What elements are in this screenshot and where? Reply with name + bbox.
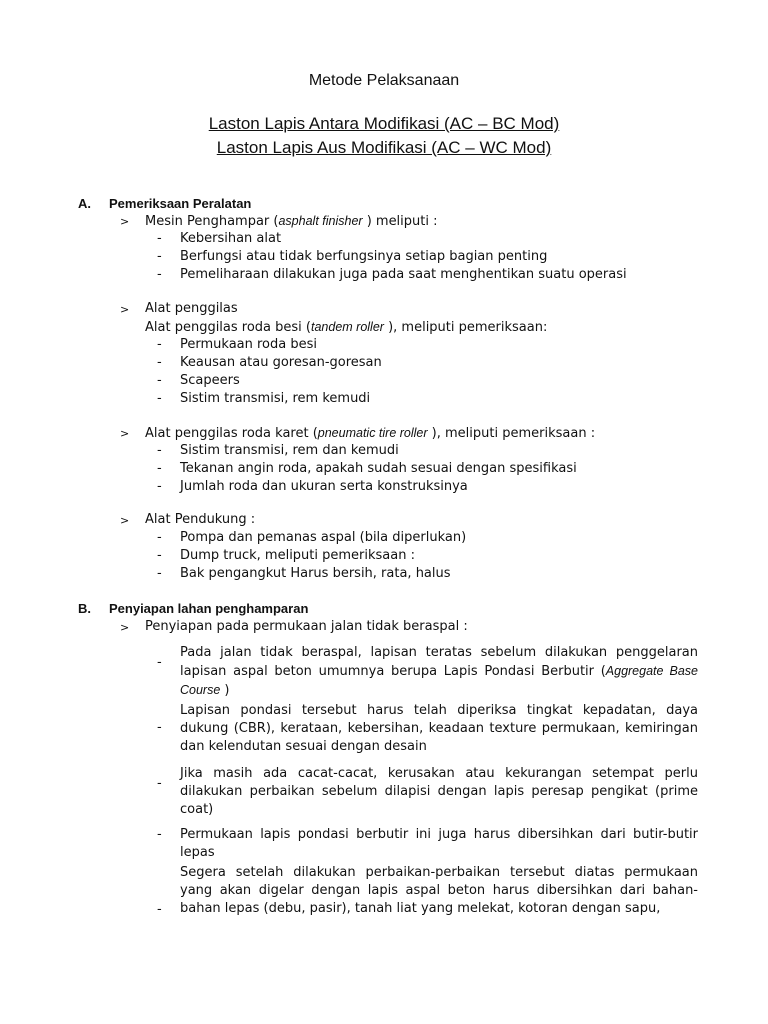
list-item: Tekanan angin roda, apakah sudah sesuai dengan spesifikasi — [180, 461, 577, 476]
list-item: Permukaan roda besi — [180, 337, 317, 352]
dash-bullet-icon: - — [157, 355, 162, 370]
dash-bullet-icon: - — [157, 827, 162, 842]
paragraph: Permukaan lapis pondasi berbutir ini juga harus dibersihkan dari butir-butir lepas — [180, 827, 698, 860]
list-item: Jumlah roda dan ukuran serta konstruksinya — [180, 479, 468, 494]
paragraph: Segera setelah dilakukan perbaikan-perbaikan tersebut diatas permukaan yang akan digelar dengan lapis aspal beton harus dibersihkan dari bahan-bahan lepas (debu, pasir), tanah liat yang melekat, kotoran dengan sapu, — [180, 865, 698, 916]
dash-bullet-icon: - — [157, 391, 162, 406]
support-equipment-heading: Alat Pendukung : — [145, 512, 256, 527]
dash-bullet-icon: - — [157, 655, 162, 670]
list-item: Bak pengangkut Harus bersih, rata, halus — [180, 566, 451, 581]
section-b-letter: B. — [78, 601, 91, 616]
dash-bullet-icon: - — [157, 548, 162, 563]
dash-bullet-icon: - — [157, 231, 162, 246]
dash-bullet-icon: - — [157, 461, 162, 476]
list-item: Kebersihan alat — [180, 231, 282, 246]
dash-bullet-icon: - — [157, 720, 162, 735]
list-item: Scapeers — [180, 373, 240, 388]
list-item: Keausan atau goresan-goresan — [180, 355, 382, 370]
dash-bullet-icon: - — [157, 443, 162, 458]
paragraph: Lapisan pondasi tersebut harus telah diperiksa tingkat kepadatan, daya dukung (CBR), kerataan, kebersihan, keadaan texture permukaan, kemiringan dan kelendutan sesuai dengan desain — [180, 703, 698, 754]
paver-heading: Mesin Penghampar (asphalt finisher ) meliputi : — [145, 214, 438, 229]
tandem-roller-heading: Alat penggilas roda besi (tandem roller ), meliputi pemeriksaan: — [145, 320, 548, 335]
list-item: Pompa dan pemanas aspal (bila diperlukan) — [180, 530, 467, 545]
roller-heading: Alat penggilas — [145, 301, 238, 316]
document-title: Metode Pelaksanaan — [308, 72, 460, 89]
list-item: Sistim transmisi, rem kemudi — [180, 391, 371, 406]
arrow-bullet-icon: > — [120, 514, 130, 527]
document-subtitle-wc: Laston Lapis Aus Modifikasi (AC – WC Mod) — [216, 138, 552, 157]
unpaved-surface-heading: Penyiapan pada permukaan jalan tidak beraspal : — [145, 619, 468, 634]
list-item: Pemeliharaan dilakukan juga pada saat menghentikan suatu operasi — [180, 267, 627, 282]
dash-bullet-icon: - — [157, 530, 162, 545]
dash-bullet-icon: - — [157, 337, 162, 352]
dash-bullet-icon: - — [157, 267, 162, 282]
dash-bullet-icon: - — [157, 249, 162, 264]
arrow-bullet-icon: > — [120, 215, 130, 228]
arrow-bullet-icon: > — [120, 427, 130, 440]
list-item: Berfungsi atau tidak berfungsinya setiap bagian penting — [180, 249, 548, 264]
arrow-bullet-icon: > — [120, 621, 130, 634]
dash-bullet-icon: - — [157, 902, 162, 917]
dash-bullet-icon: - — [157, 479, 162, 494]
dash-bullet-icon: - — [157, 373, 162, 388]
dash-bullet-icon: - — [157, 776, 162, 791]
paragraph: Pada jalan tidak beraspal, lapisan teratas sebelum dilakukan penggelaran lapisan aspal beton umumnya berupa Lapis Pondasi Berbutir (Aggregate Base Course ) — [180, 645, 698, 698]
section-b-title: Penyiapan lahan penghamparan — [109, 601, 309, 616]
tire-roller-heading: Alat penggilas roda karet (pneumatic tire roller ), meliputi pemeriksaan : — [145, 426, 596, 441]
section-a-letter: A. — [78, 196, 91, 211]
list-item: Dump truck, meliputi pemeriksaan : — [180, 548, 415, 563]
dash-bullet-icon: - — [157, 566, 162, 581]
arrow-bullet-icon: > — [120, 303, 130, 316]
section-a-title: Pemeriksaan Peralatan — [109, 196, 252, 211]
document-subtitle-bc: Laston Lapis Antara Modifikasi (AC – BC Mod) — [208, 114, 560, 133]
paragraph: Jika masih ada cacat-cacat, kerusakan atau kekurangan setempat perlu dilakukan perbaikan sebelum dilapisi dengan lapis peresap pengikat (prime coat) — [180, 766, 698, 817]
list-item: Sistim transmisi, rem dan kemudi — [180, 443, 399, 458]
